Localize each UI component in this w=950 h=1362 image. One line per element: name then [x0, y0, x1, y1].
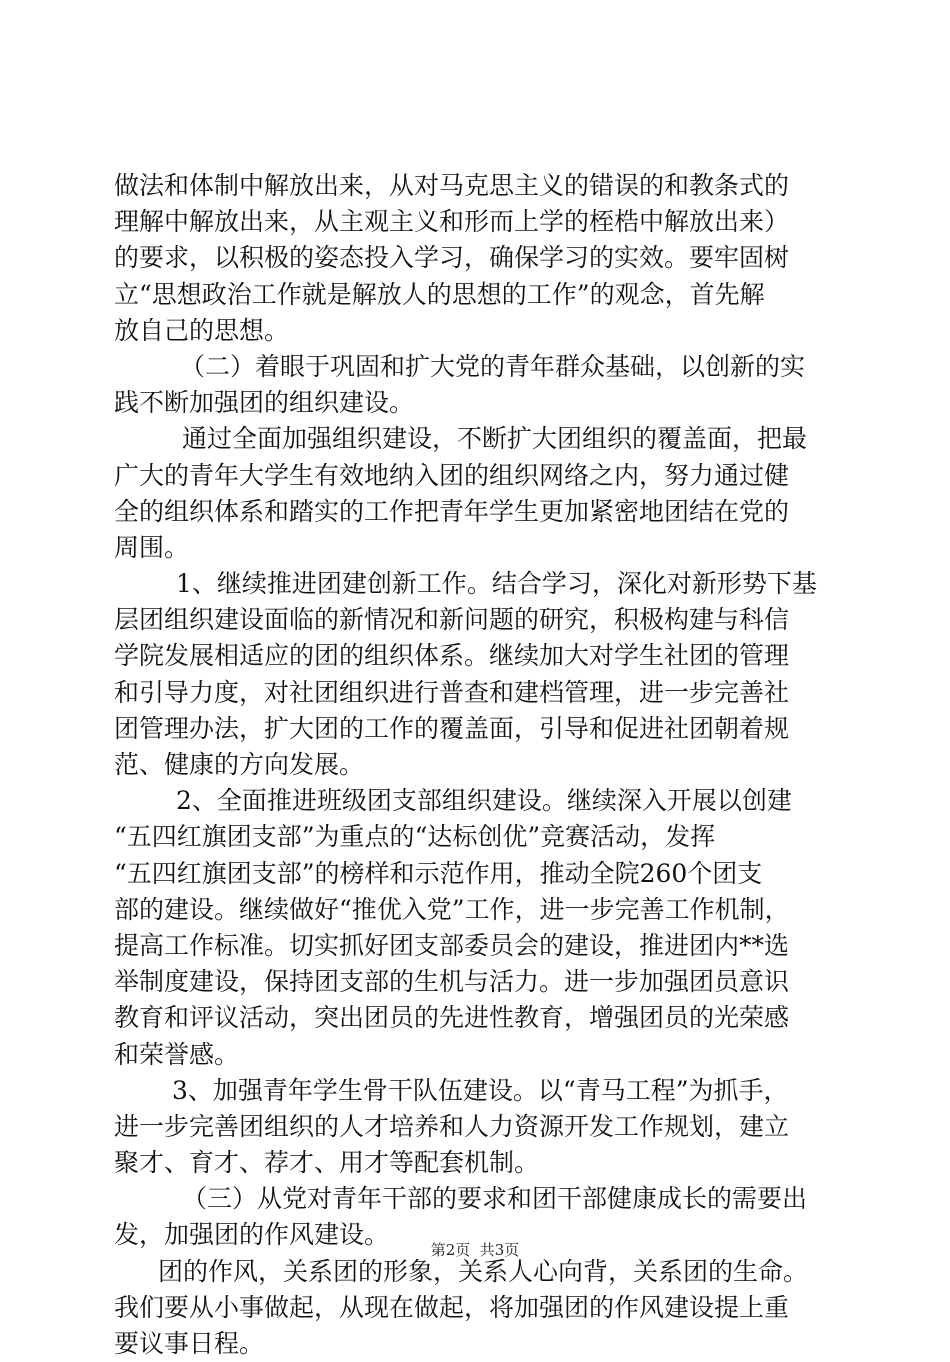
text-line: 全的组织体系和踏实的工作把青年学生更加紧密地团结在党的: [114, 496, 790, 526]
page-number-label: 第2页 共3页: [430, 1241, 520, 1259]
text-line: 教育和评议活动，突出团员的先进性教育，增强团员的光荣感: [114, 1003, 790, 1033]
text-line: 做法和体制中解放出来，从对马克思主义的错误的和教条式的: [114, 171, 790, 200]
list-item-line: 3、加强青年学生骨干队伍建设。以“青马工程”为抓手，: [172, 1075, 789, 1105]
text-line: 进一步完善团组织的人才培养和人力资源开发工作规划，建立: [114, 1111, 790, 1141]
text-line: 提高工作标准。切实抓好团支部委员会的建设，推进团内**选: [114, 930, 790, 960]
text-line: 部的建设。继续做好“推优入党”工作，进一步完善工作机制，: [114, 894, 790, 924]
section-heading-line: （二）着眼于巩固和扩大党的青年群众基础，以创新的实: [180, 351, 806, 381]
list-item-line: 2、全面推进班级团支部组织建设。继续深入开展以创建: [176, 786, 792, 816]
text-line: 层团组织建设面临的新情况和新问题的研究，积极构建与科信: [114, 605, 790, 635]
text-line: 和引导力度，对社团组织进行普查和建档管理，进一步完善社: [114, 677, 790, 707]
text-line: 团管理办法，扩大团的工作的覆盖面，引导和促进社团朝着规: [114, 713, 790, 743]
text-line: “五四红旗团支部”为重点的“达标创优”竞赛活动，发挥: [114, 822, 716, 852]
text-line: 我们要从小事做起，从现在做起，将加强团的作风建设提上重: [114, 1292, 790, 1322]
text-line: 举制度建设，保持团支部的生机与活力。进一步加强团员意识: [114, 967, 790, 997]
text-line: “五四红旗团支部”的榜样和示范作用，推动全院260个团支: [114, 858, 763, 888]
text-line: 聚才、育才、荐才、用才等配套机制。: [114, 1148, 540, 1178]
text-line: 要议事日程。: [114, 1329, 265, 1358]
text-line: 团的作风，关系团的形象，关系人心向背，关系团的生命。: [158, 1256, 809, 1286]
section-heading-line: 发，加强团的作风建设。: [114, 1220, 390, 1250]
text-line: 周围。: [114, 532, 190, 562]
text-line: 通过全面加强组织建设，不断扩大团组织的覆盖面，把最: [182, 424, 808, 454]
text-line: 理解中解放出来，从主观主义和形而上学的桎梏中解放出来）: [114, 207, 790, 237]
text-line: 和荣誉感。: [114, 1039, 240, 1069]
text-line: 范、健康的方向发展。: [114, 750, 365, 779]
text-line: 立“思想政治工作就是解放人的思想的工作”的观念，首先解: [114, 279, 765, 309]
text-line: 放自己的思想。: [114, 315, 290, 345]
page-footer: [0, 1240, 950, 1260]
section-heading-line: 践不断加强团的组织建设。: [114, 388, 415, 418]
text-line: 广大的青年大学生有效地纳入团的组织网络之内，努力通过健: [114, 460, 790, 490]
section-heading-line: （三）从党对青年干部的要求和团干部健康成长的需要出: [182, 1184, 808, 1214]
text-line: 的要求，以积极的姿态投入学习，确保学习的实效。要牢固树: [114, 243, 790, 273]
text-line: 学院发展相适应的团的组织体系。继续加大对学生社团的管理: [114, 641, 790, 671]
document-body: [114, 168, 838, 1362]
list-item-line: 1、继续推进团建创新工作。结合学习，深化对新形势下基: [176, 569, 817, 599]
